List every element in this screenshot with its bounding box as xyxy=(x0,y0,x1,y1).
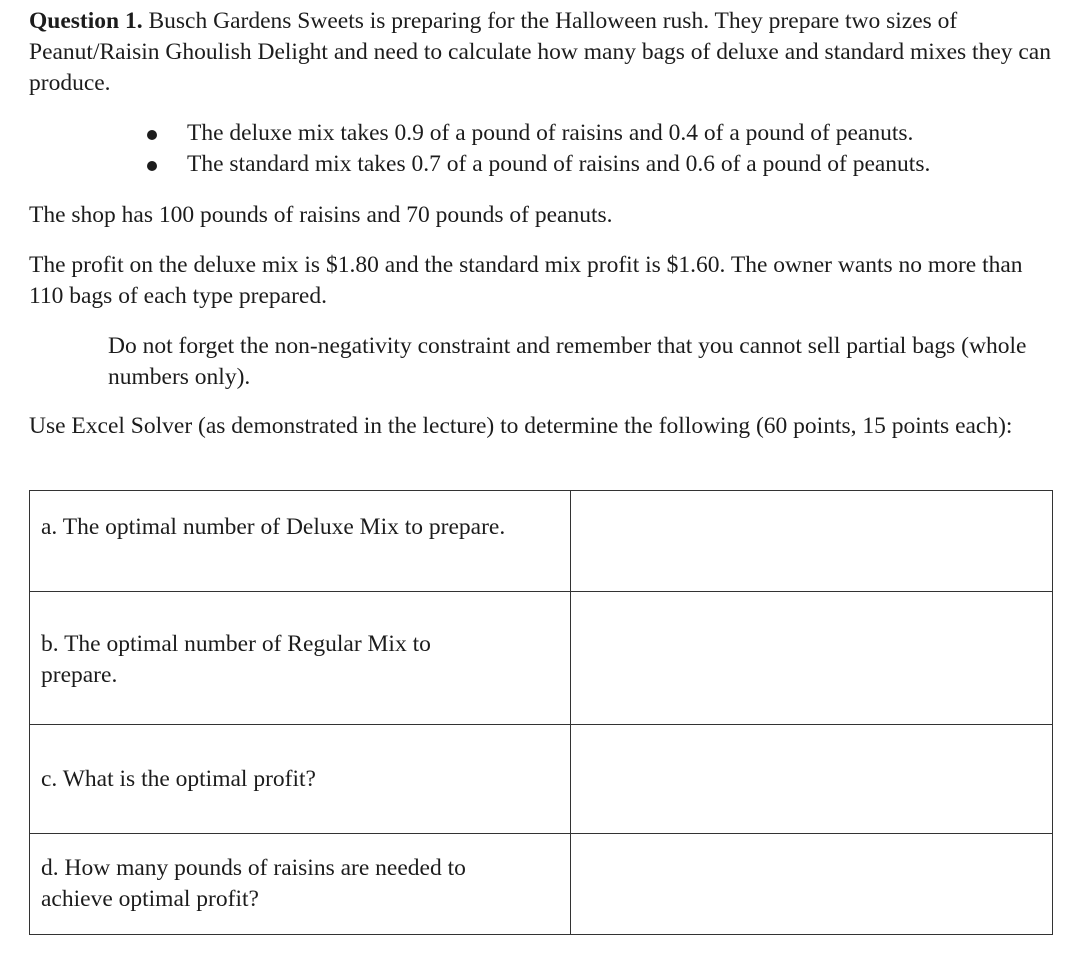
list-item xyxy=(29,149,1059,180)
bullet-text-standard: The standard mix takes 0.7 of a pound of raisins and 0.6 of a pound of peanuts. xyxy=(187,151,931,177)
table-row xyxy=(30,491,1053,592)
bullet-text-deluxe: The deluxe mix takes 0.9 of a pound of raisins and 0.4 of a pound of peanuts. xyxy=(187,120,914,146)
profit-paragraph: The profit on the deluxe mix is $1.80 and the standard mix profit is $1.60. The owner wants no more than 110 bags of each type prepared. xyxy=(29,252,1023,309)
note-paragraph: Do not forget the non-negativity constraint and remember that you cannot sell partial bags (whole numbers only). xyxy=(108,333,1027,390)
question-text-d: d. How many pounds of raisins are needed to achieve optimal profit? xyxy=(41,855,466,912)
bullet-icon xyxy=(147,130,157,140)
answer-cell-b[interactable] xyxy=(571,592,1053,725)
bullet-icon xyxy=(147,161,157,171)
instructions-paragraph: Use Excel Solver (as demonstrated in the lecture) to determine the following (60 points, 15 points each): xyxy=(29,413,1013,439)
question-text-c: c. What is the optimal profit? xyxy=(41,766,316,792)
answer-cell-a[interactable] xyxy=(571,491,1053,592)
table-row xyxy=(30,834,1053,935)
answer-cell-d[interactable] xyxy=(571,834,1053,935)
question-intro xyxy=(29,6,1059,99)
question-cell-b xyxy=(30,592,571,725)
stock-paragraph: The shop has 100 pounds of raisins and 70 pounds of peanuts. xyxy=(29,202,613,228)
question-text-b: b. The optimal number of Regular Mix to prepare. xyxy=(41,631,431,688)
question-cell-a xyxy=(30,491,571,592)
question-label: Question 1. xyxy=(29,8,143,34)
answer-cell-c[interactable] xyxy=(571,725,1053,834)
question-cell-d xyxy=(30,834,571,935)
answer-table xyxy=(29,490,1053,935)
list-item xyxy=(29,118,1059,149)
question-text-a: a. The optimal number of Deluxe Mix to prepare. xyxy=(41,514,506,540)
question-intro-text: Busch Gardens Sweets is preparing for the Halloween rush. They prepare two sizes of Peanut/Raisin Ghoulish Delight and need to calculate how many bags of deluxe and standard mixes they can produce. xyxy=(29,8,1051,96)
table-row xyxy=(30,725,1053,834)
question-cell-c xyxy=(30,725,571,834)
table-row xyxy=(30,592,1053,725)
question-document xyxy=(29,6,1059,442)
ingredient-list xyxy=(29,118,1059,180)
